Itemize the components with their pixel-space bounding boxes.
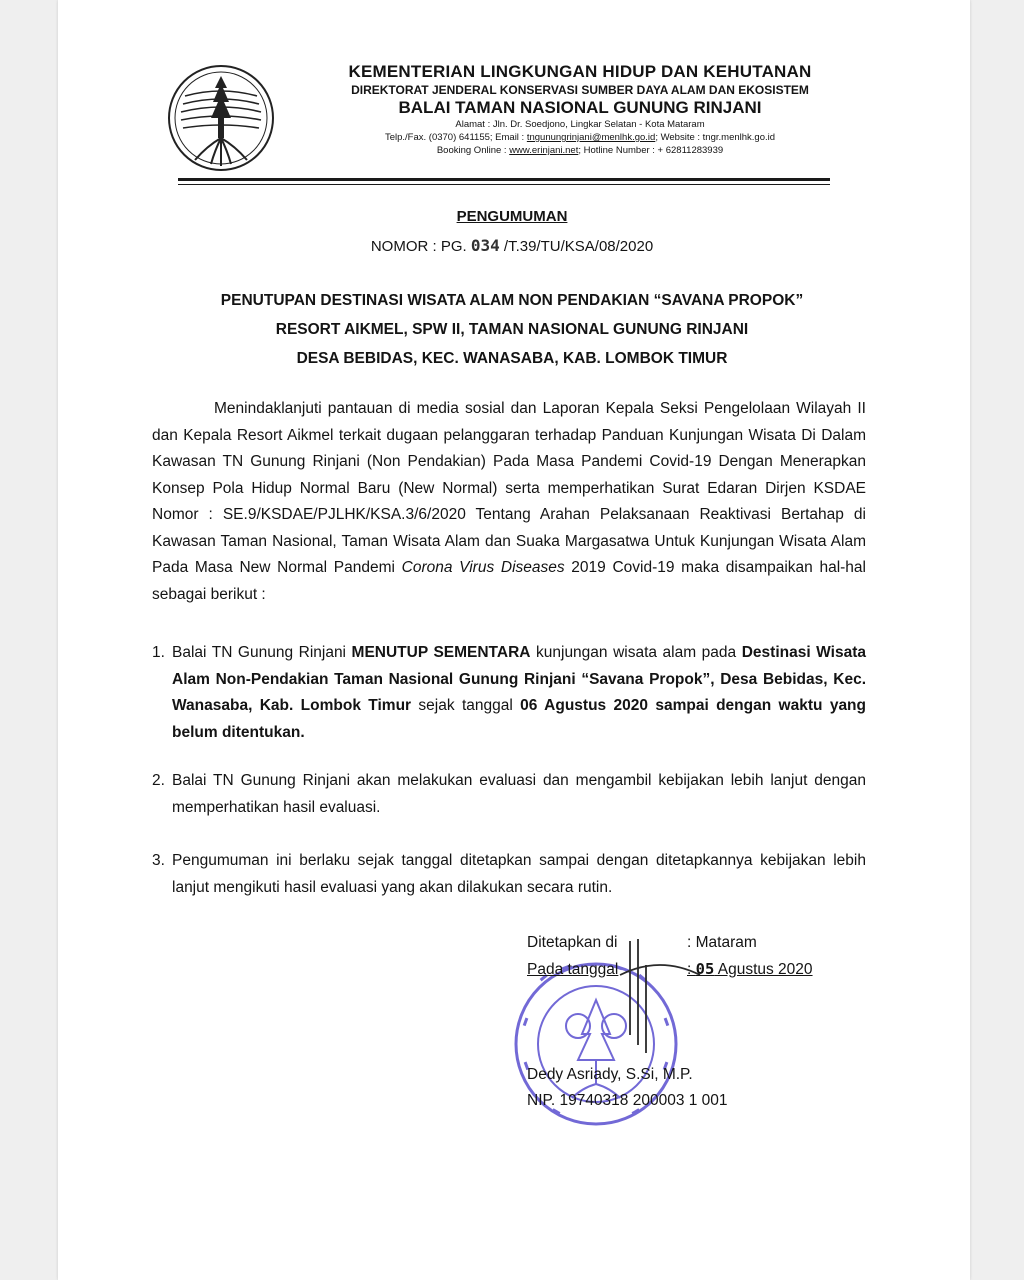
item-number: 2. — [152, 772, 165, 789]
announcement-title: PENGUMUMAN — [456, 208, 568, 225]
subject-line-1: PENUTUPAN DESTINASI WISATA ALAM NON PENDAKIAN “SAVANA PROPOK” — [220, 292, 804, 309]
item1-text-c: kunjungan wisata alam pada — [530, 644, 742, 661]
office-address: Alamat : Jln. Dr. Soedjono, Lingkar Selatan - Kota Mataram — [455, 119, 705, 130]
contact-suffix: ; Website : tngr.menlhk.go.id — [655, 132, 776, 143]
subject-line-2: RESORT AIKMEL, SPW II, TAMAN NASIONAL GUNUNG RINJANI — [275, 321, 749, 338]
directorate-name: DIREKTORAT JENDERAL KONSERVASI SUMBER DAYA ALAM DAN EKOSISTEM — [351, 83, 809, 97]
para1-italic: Corona Virus Diseases — [401, 559, 565, 576]
date-label: Pada tanggal — [527, 961, 619, 978]
letterhead — [300, 62, 860, 157]
signer-nip: NIP. 19740318 200003 1 001 — [527, 1092, 728, 1109]
item1-bold-a: MENUTUP SEMENTARA — [351, 644, 531, 661]
booking-prefix: Booking Online : — [436, 145, 510, 156]
item1-bold-d: Destinasi Wisata Alam Non-Pendakian Taman Nasional Gunung Rinjani “Savana Propok”, Desa Bebidas, Kec. Wanasaba, Kab. Lombok Timur — [172, 644, 866, 714]
number-handwritten: 034 — [470, 236, 500, 255]
date-value — [687, 961, 813, 978]
announcement-subject — [120, 286, 904, 373]
item-number: 1. — [152, 644, 165, 661]
announcement-number — [0, 236, 1024, 255]
para1-text-b: 2019 Covid-19 maka disampaikan hal-hal sebagai berikut : — [152, 559, 866, 603]
item-text: Balai TN Gunung Rinjani akan melakukan evaluasi dan mengambil kebijakan lebih lanjut dengan memperhatikan hasil evaluasi. — [172, 772, 866, 816]
opening-paragraph — [152, 396, 866, 608]
letterhead-rule-thin — [178, 184, 830, 185]
date-colon: : — [687, 961, 696, 978]
date-day-handwritten: 05 — [695, 960, 715, 978]
place-value: : Mataram — [687, 934, 757, 951]
number-prefix: NOMOR : PG. — [370, 238, 471, 255]
signer-name: Dedy Asriady, S.Si, M.P. — [527, 1066, 693, 1083]
subject-line-3: DESA BEBIDAS, KEC. WANASABA, KAB. LOMBOK TIMUR — [296, 350, 728, 367]
list-item — [152, 640, 866, 746]
sign-place-row — [527, 930, 757, 956]
ministry-name: KEMENTERIAN LINGKUNGAN HIDUP DAN KEHUTANAN — [348, 62, 812, 81]
item1-text-a: Balai TN Gunung Rinjani — [172, 644, 352, 661]
date-rest: Agustus 2020 — [714, 961, 813, 978]
booking-link[interactable]: www.erinjani.net — [509, 145, 579, 156]
place-label: Ditetapkan di — [527, 934, 618, 951]
booking-suffix: ; Hotline Number : + 62811283939 — [578, 145, 724, 156]
item1-bold-f: 06 Agustus 2020 sampai dengan waktu yang belum ditentukan. — [172, 697, 866, 741]
item1-text-e: sejak tanggal — [411, 697, 521, 714]
sign-date-row — [527, 956, 813, 983]
ministry-tree-emblem-icon — [165, 62, 277, 174]
list-item — [152, 768, 866, 821]
contact-prefix: Telp./Fax. (0370) 641155; Email : — [384, 132, 527, 143]
office-name: BALAI TAMAN NASIONAL GUNUNG RINJANI — [398, 98, 762, 117]
letterhead-rule-thick — [178, 178, 830, 181]
list-item — [152, 848, 866, 901]
contact-line — [300, 131, 860, 144]
item-text: Pengumuman ini berlaku sejak tanggal ditetapkan sampai dengan ditetapkannya kebijakan lebih lanjut mengikuti hasil evaluasi yang akan dilakukan secara rutin. — [172, 852, 866, 896]
para1-text-a: Menindaklanjuti pantauan di media sosial dan Laporan Kepala Seksi Pengelolaan Wilayah II dan Kepala Resort Aikmel terkait dugaan pelanggaran terhadap Panduan Kunjungan Wisata Di Dalam Kawasan TN Gunung Rinjani (Non Pendakian) Pada Masa Pandemi Covid-19 Dengan Menerapkan Konsep Pola Hidup Normal Baru (New Normal) serta memperhatikan Surat Edaran Dirjen KSDAE Nomor : SE.9/KSDAE/PJLHK/KSA.3/6/2020 Tentang Arahan Pelaksanaan Reaktivasi Bertahap di Kawasan Taman Nasional, Taman Wisata Alam dan Suaka Margasatwa Untuk Kunjungan Wisata Alam Pada Masa New Normal Pandemi — [152, 400, 866, 576]
email-link[interactable]: tngunungrinjani@menlhk.go.id — [526, 132, 656, 143]
item-number: 3. — [152, 852, 165, 869]
booking-line — [300, 144, 860, 157]
number-suffix: /T.39/TU/KSA/08/2020 — [499, 238, 654, 255]
item-text — [172, 640, 866, 746]
